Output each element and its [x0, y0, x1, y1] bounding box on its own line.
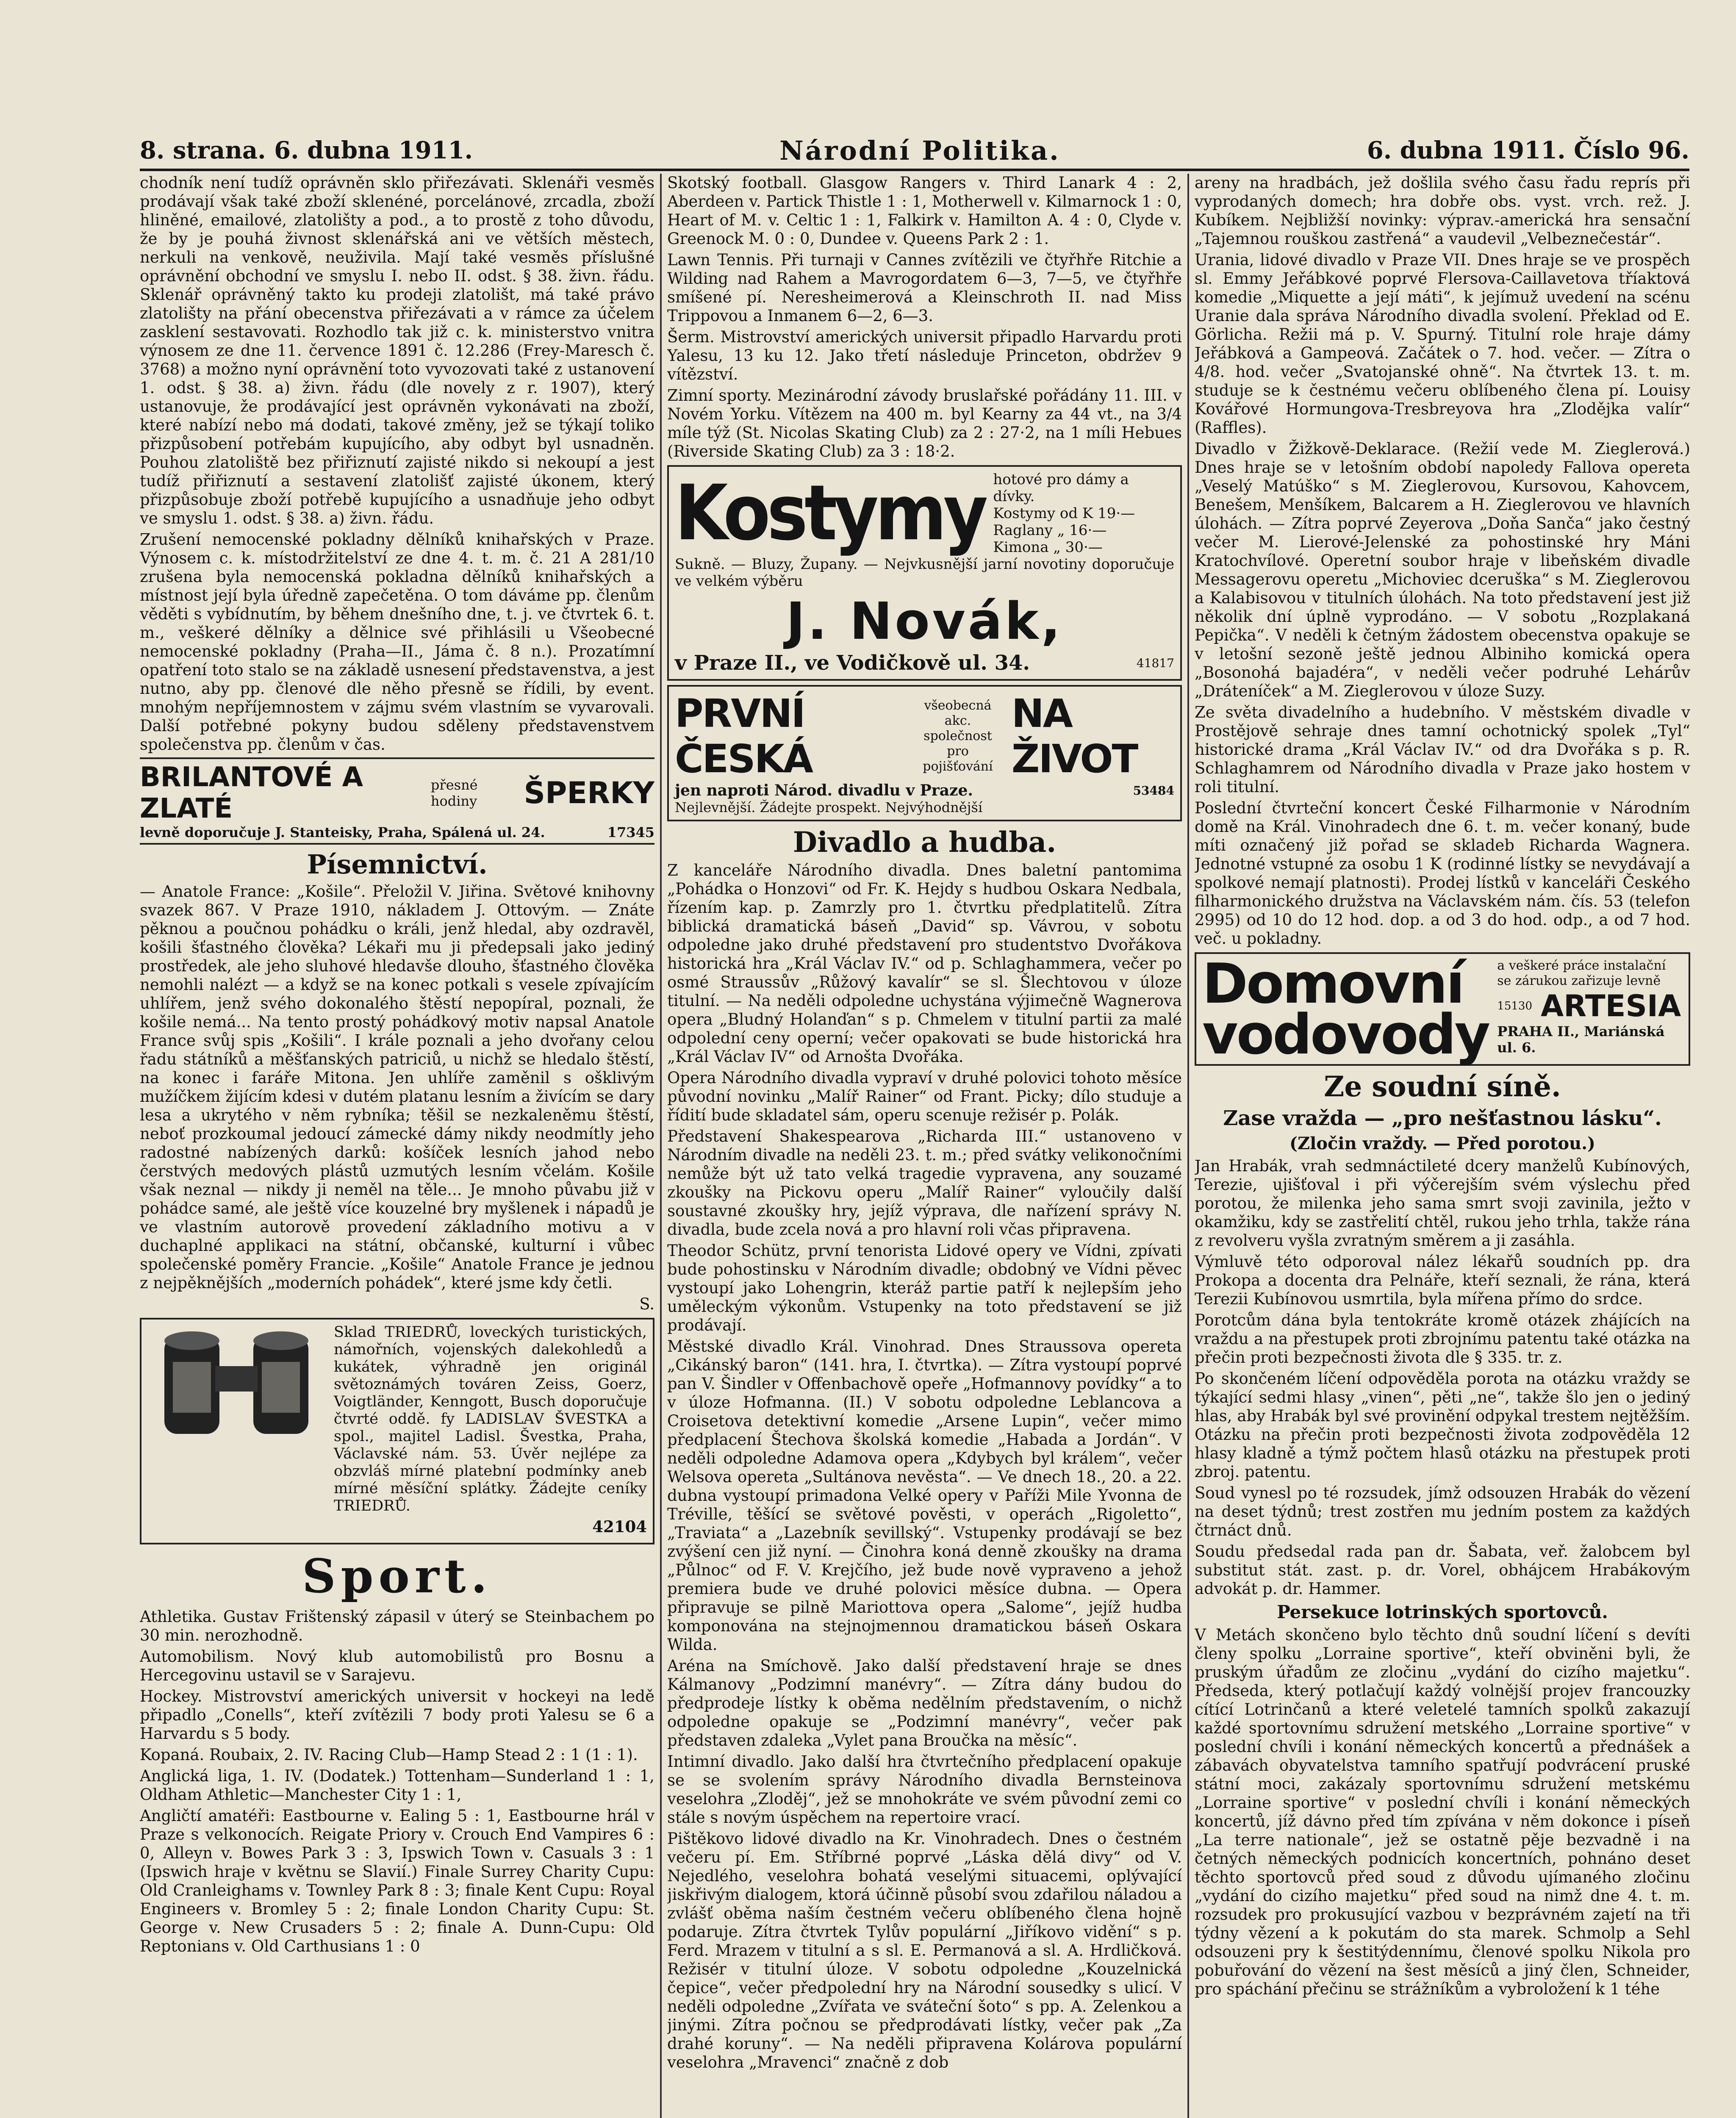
article-text: V Metách skončeno bylo těchto dnů soudní líčení s devíti členy spolku „Lorraine sportive“, kteří obviněni byli, že pruským úřadům ze zločinu „vydání do cizího majetku“. Předseda, který potlačují každý volnější projev francouzky cítící Lotrinčanů a které veletelé tamních spolků zakazují každé sportovnímu sdružení metského „Lorraine sportive“ v poslední chvíli i konání německých koncertů a přednášek a zábavách obyvatelstva tamního spatřují podvrácení pruské státní moci, zakázaly sportovnímu sdružení metskému „Lorraine sportive“ v poslední chvíli i konání německých koncertů, jíž dávno před tím zpívána v něm dokonce i píseň „La terre nationale“, jež se ostatně pěje bezvadně i na četných německých podnicích koncertních, pohnáno deset těchto sportovců před soud z důvodu ujímaného zločinu „vydání do cizího majetku“ před soud na nimž dne 4. t. m. rozsudek pro prokusující vazbou v bezprávném zajetí na tři týdny vězení a k pokutám do sta marek. Schmolp a Sehl odsouzeni pry k šestitýdennímu, členové spolku Nikola pro pobuřování do vězení na šest měsíců a jiný člen, Schneider, pro spáchání přečinu se strážníkům a vybroložení k 1 téhe — [1195, 1626, 1690, 1998]
article-text: Angličtí amatéři: Eastbourne v. Ealing 5 : 1, Eastbourne hrál v Praze s velkonocích. Reigate Priory v. Crouch End Vampires 6 : 0, Alleyn v. Bowes Park 3 : 3, Ipswich Town v. Casuals 3 : 1 (Ipswich hraje v květnu se Slavií.) Finale Surrey Charity Cupu: Old Cranleighams v. Townley Park 8 : 3; finale Kent Cupu: Royal Engineers v. Bromley 5 : 2; finale London Charity Cupu: St. George v. New Crusaders 5 : 2; finale A. Dunn-Cupu: Old Reptonians v. Old Carthusians 1 : 0 — [140, 1807, 654, 1955]
ad-prvni-number: 53484 — [1133, 783, 1174, 798]
article-subheadline: (Zločin vraždy. — Před porotou.) — [1290, 1134, 1595, 1153]
ad-dom-headline: Domovní — [1202, 951, 1463, 1016]
ad-dom-text: a veškeré práce instalační se zárukou zařizuje levně — [1497, 958, 1666, 988]
ad-triedr — [140, 1318, 654, 1544]
article-text: Athletika. Gustav Frištenský zápasil v úterý se Steinbachem po 30 min. nerozhodně. — [140, 1608, 654, 1644]
ad-dom-headline-2: vodovody — [1202, 1002, 1489, 1067]
article-text: Anglická liga, 1. IV. (Dodatek.) Tottenham—Sunderland 1 : 1, Oldham Athletic—Manchester City 1 : 1, — [140, 1767, 654, 1804]
article-text: Poslední čtvrteční koncert České Filharmonie v Národním domě na Král. Vinohradech dne 6. t. m. večer konaný, bude míti označený již pořad se skladeb Richarda Wagnera. Jednotné vstupné za osobu 1 K (rodinné lístky se nevydávají a spolkové nemají platnosti). Prodej lístků v kanceláři Českého filharmonického družstva na Václavském nám. čís. 53 (telefon 2995) od 10 do 12 hod. dop. a od 3 do hod. odp., a od 7 hod. več. u pokladny. — [1195, 799, 1690, 948]
ad-kostymy-text: Sukně. — Bluzy, Župany. — Nejvkusnější jarní novotiny doporučuje ve velkém výběru — [675, 556, 1174, 590]
ad-prvni-footer-2: Nejlevnější. Žádejte prospekt. Nejvýhodnější — [675, 799, 983, 815]
ad-kostymy — [667, 465, 1182, 681]
ad-triedr-text: Sklad TRIEDRŮ, loveckých turistických, námořních, vojenských dalekohledů a kukátek, výhradně jen originál světoznámých továren Zeiss, Goerz, Voigtländer, Kenngott, Busch doporučuje čtvrté oddě. fy LADISLAV ŠVESTKA a spol., majitel Ladisl. Švestka, Praha, Václavské nám. 53. Úvěr nejlépe za obzvláš mírné platební podmínky aneb mírné měsíční splátky. Žádejte ceníky TRIEDRŮ. — [334, 1324, 647, 1514]
article-text: Automobilism. Nový klub automobilistů pro Bosnu a Hercegovinu ustavil se v Sarajevu. — [140, 1647, 654, 1684]
article-text: Šerm. Mistrovství amerických universit připadlo Harvardu proti Yalesu, 13 ku 12. Jako třetí následuje Princeton, obdržev 9 vítězství. — [667, 328, 1182, 383]
article-text: Theodor Schütz, první tenorista Lidové opery ve Vídni, zpívati bude pohostinsku v Národním divadle; obdobný ve Vídni pěvec vystoupí jako Lohengrin, kteráž partie patří k nejlepším jeho uměleckým výkonům. Vstupenky na toto představení se již prodávají. — [667, 1242, 1182, 1334]
ad-triedr-number: 42104 — [592, 1517, 647, 1536]
article-text: Soudu předsedal rada pan dr. Šabata, veř. žalobcem byl substitut stát. zast. p. dr. Vorel, obhájcem Hrabákovým advokát p. dr. Hammer. — [1195, 1542, 1690, 1598]
ad-prvni-middle: všeobecná akc. společnost pro pojišťování — [923, 698, 993, 774]
column-1 — [140, 174, 654, 2118]
ad-kostymy-line: Raglany „ 16·— — [993, 522, 1107, 539]
article-text: chodník není tudíž oprávněn sklo přiřezávati. Sklenáři vesměs prodávají však také zboží sklenéné, porcelánové, zrcadla, zboží hliněné, emailové, zlatolišty a pod., a to prostě z toho důvodu, že by je pouhá živnost sklenářská ani ve větších městech, nerkuli na venkově, neuživila. Mají také vesměs příslušné oprávnění obchodní ve smyslu I. nebo II. odst. § 38. živn. řádu. Sklenář oprávněný takto ku prodeji zlatolišt, má také právo zlatolišty na přání obecenstva přiřezávati a v rámce za účelem zasklení sestavovati. Rozhodlo tak již c. k. ministerstvo vnitra výnosem ze dne 11. července 1891 č. 12.286 (Frey-Maresch č. 3768) a možno nyní oprávnění toto vyvozovati také z ustanovení 1. odst. § 38. a) živn. řádu (dle novely z r. 1907), který ustanovuje, že prodávající jest oprávněn vykonávati na zboží, které nabízí nebo má dodati, takové změny, jež se týkají toliko přizpůsobení potřebám kupujícího, aby odbyt byl usnadněn. Pouhou zlatoliště bez přiřiznutí zajisté nikdo si nekoupí a jest tudíž přiřiznutí a sestavení zlatolišť zajisté úkonem, který přizpůsobuje zboží potřebě kupujícího a usnadňuje jeho odbyt ve smyslu 1. odst. § 38. a) živn. řádu. — [140, 174, 654, 527]
section-soud: Ze soudní síně. — [1324, 1070, 1561, 1103]
ad-kostymy-address: v Praze II., ve Vodičkově ul. 34. — [675, 651, 1030, 675]
column-divider — [660, 174, 662, 2118]
article-text: Divadlo v Žižkově-Deklarace. (Režií vede M. Zieglerová.) Dnes hraje se v letošním období napoledy Fallova opereta „Veselý Matúško“ s M. Zieglerovou, Kursovou, Kahovcem, Benešem, Menšíkem, Balcarem a H. Zieglerovou ve hlavních úlohách. — Zítra poprvé Zeyerova „Doňa Sanča“ jako čestný večer M. Lierové-Jelenské za pohostinské hry Máni Kratochvílové. Operetní soubor hraje v libeňském divadle Messagerovu operetu „Michoviec dceruška“ s M. Zieglerovou a Kalabisovou v titulních úlohách. Na toto představení jest již několik dní úplně vyprodáno. — V sobotu „Rozplakaná Pepička“. V neděli k četným žádostem obecenstva opakuje se v letošní sezoně ještě jednou Albiniho komická opera „Bosonohá bajadéra“, v neděli večer podruhé Lehárův „Dráteníček“ a M. Zieglerovou v úloze Suzy. — [1195, 440, 1690, 700]
article-text: Kopaná. Roubaix, 2. IV. Racing Club—Hamp Stead 2 : 1 (1 : 1). — [140, 1746, 638, 1764]
ad-kostymy-line: hotové pro dámy a dívky. — [993, 471, 1129, 505]
column-2 — [667, 174, 1182, 2118]
ad-brilant-headline: BRILANTOVÉ A ZLATÉ — [140, 762, 363, 824]
article-text: Skotský football. Glasgow Rangers v. Third Lanark 4 : 2, Aberdeen v. Partick Thistle 1 : 1, Motherwell v. Kilmarnock 1 : 0, Heart of M. v. Celtic 1 : 1, Falkirk v. Hamilton A. 4 : 0, Clyde v. Greenock M. 0 : 0, Dundee v. Queens Park 2 : 1. — [667, 174, 1182, 248]
article-text: Výmluvě této odporoval nález lékařů soudních pp. dra Prokopa a docenta dra Pelnáře, kteří seznali, že rána, která Terezii Kubínovou usmrtila, byla mířena přímo do srdce. — [1195, 1253, 1690, 1308]
ad-brilant-sperky: ŠPERKY — [524, 776, 654, 810]
ad-brilant-footer: levně doporučuje J. Stanteisky, Praha, Spálená ul. 24. — [140, 824, 545, 840]
ad-domovni-vodovody — [1195, 952, 1690, 1066]
article-text: Jan Hrabák, vrah sedmnáctileté dcery manželů Kubínových, Terezie, ujišťoval i při výčerejším svém výslechu před porotou, že milenka jeho sama smrt svoji zavinila, ježto v okamžiku, kdy se zastřelití chtěl, rukou jeho trhla, takže rána z revolveru vyšla zvratným směrem a ji zasáhla. — [1195, 1157, 1690, 1250]
article-text: Soud vynesl po té rozsudek, jímž odsouzen Hrabák do vězení na deset týdnů; trest zostřen mu jedním postem za každých čtrnáct dnů. — [1195, 1484, 1690, 1539]
ad-kostymy-line: Kostymy od K 19·— — [993, 505, 1135, 522]
article-text: Představení Shakespearova „Richarda III.“ ustanoveno v Národním divadle na neděli 23. t. m.; před svátky velikonočními nemůže být už tato velká tragedie vypravena, any souzamé zkoušky na Pickovu operu „Malíř Rainer“ vyloučily další soustavné zkoušky hry, jejíž výprava, dle nařízení správy N. divadla, bude zcela nová a pro hlavní roli včas připravena. — [667, 1127, 1182, 1239]
ad-brilant-sub: přesné hodiny — [430, 777, 478, 809]
ad-prvni-headline-2: NA ŽIVOT — [1011, 691, 1137, 782]
ad-kostymy-headline: Kostymy — [675, 469, 985, 557]
ad-prvni-ceska — [667, 685, 1182, 821]
article-headline: Persekuce lotrinských sportovců. — [1277, 1602, 1608, 1622]
article-text: Porotcům dána byla tentokráte kromě otázek zhájících na vraždu a na přestupek proti zbrojnímu patentu také otázka na přečin proti bezpečnosti života dle § 335. tr. z. — [1195, 1311, 1690, 1367]
ad-kostymy-novak: J. Novák, — [786, 592, 1063, 651]
ad-dom-address: PRAHA II., Mariánská ul. 6. — [1497, 1023, 1665, 1056]
ad-dom-artesia: ARTESIA — [1541, 989, 1681, 1023]
article-text: Z kanceláře Národního divadla. Dnes baletní pantomima „Pohádka o Honzovi“ od Fr. K. Hejdy s hudbou Oskara Nedbala, řízením kap. p. Zamrzly pro 1. čtvrtku předplatitelů. Zítra biblická dramatická báseň „David“ sp. Vávrou, v sobotu odpoledne jako druhé představení pro studentstvo Dvořákova historická hra „Král Václav IV.“ od p. Schlaghammera, večer po osmé Straussův „Růžový kavalír“ se sl. Šlechtovou v úloze titulní. — Na neděli odpoledne uchystána výjimečně Wagnerova opera „Bludný Holanďan“ s p. Chmelem v titulní partii za malé odpolední ceny operní; večer opakovati se bude historická hra „Král Václav IV“ od Arnošta Dvořáka. — [667, 861, 1182, 1066]
article-text: Aréna na Smíchově. Jako další představení hraje se dnes Kálmanovy „Podzimní manévry“. — Zítra dány budou do předprodeje lístky k oběma nedělním představením, o nichž odpoledne opakuje se „Podzimní manévry“, večer pak představen zdaleka „Vylet pana Broučka na měsíc“. — [667, 1657, 1182, 1749]
ad-prvni-headline: PRVNÍ ČESKÁ — [675, 691, 813, 782]
article-text: Ze světa divadelního a hudebního. V městském divadle v Prostějově sehraje dnes tamní ochotnický spolek „Tyl“ historické drama „Král Václav IV.“ od dra Dvořáka s p. R. Schlaghamrem od Národního divadla v Praze jako hostem v roli titulní. — [1195, 703, 1690, 796]
section-pisemnictvi: Písemnictví. — [307, 849, 488, 880]
page-header — [140, 136, 1689, 165]
binoculars-icon — [147, 1324, 325, 1451]
article-text: — Anatole France: „Košile“. Přeložil V. Jiřina. Světové knihovny svazek 867. V Praze 1910, nákladem J. Ottovým. — Znáte pěknou a poučnou pohádku o králi, jenž hledal, aby ozdravěl, košili šťastného člověka? Lékaři mu ji předepsali jako jediný prostředek, ale jeho sluhové hledavše dlouho, šťastného člověka nemohli nalézt — a když se na konec potkali s vesele zpívajícím uhlířem, jenž svého dokonalého štěstí nepopíral, poznali, že košile nemá... Na tento prostý pohádkový motiv napsal Anatole France svůj spis „Košili“. I krále poznali a jeho dvořany celou řadu státníků a měšťanských patriciů, u nichž se hledalo štěstí, na konec i faráře Mitona. Jen uhlíře zaměnil s ošklivým mužíčkem žijícím kdesi v dutém platanu lesním a živícím se dary lesa a ukrytého v něm rybníka; těšil se nezkaleněmu štěstí, neboť prozkoumal jedoucí zámecké dámy nikdy neodmítly jeho radostné nabízených darků: košíček lesních jahod nebo čerstvých medových plástů uzmutých lesním včelám. Košile však neznal — nikdy ji neměl na těle... Je mnoho půvabu již v pohádce samé, ale ještě více kouzelné bry myšlenek i nápadů je ve vlastním autorově provedení základního motivu a v duchaplné applikaci na státní, občanské, kulturní i vůbec společenské poměry Francie. „Košile“ Anatole France je jednou z nejpěknějších „moderních pohádek“, které jsme kdy četli. — [140, 882, 654, 1292]
header-right: 6. dubna 1911. Číslo 96. — [1367, 136, 1689, 164]
ad-brilant — [140, 757, 654, 845]
article-text: Pištěkovo lidové divadlo na Kr. Vinohradech. Dnes o čestném večeru pí. Em. Stříbrné poprvé „Láska dělá divy“ od V. Nejedlého, veselohra bohatá veselými situacemi, oplývající jiskřivým dialogem, ktorá účinně působí svou zdařilou náladou a zvlášť oběma naším čestném večeru oblíbeného člena hojně podaruje. Zítra čtvrtek Tylův populární „Jiříkovo vidění“ s p. Ferd. Mrazem v titulní a s sl. E. Permanová a sl. A. Hrdličková. Režisér v titulní úloze. V sobotu odpoledne „Kouzelnická čepice“, večer předpolední hry na Národní sousedky s ulicí. V neděli odpoledne „Zvířata ve sváteční šoto“ s pp. A. Zelenkou a jinými. Zítra počnou se předprodávati lístky, večer pak „Za drahé koruny“. — Na neděli připravena Kolárova populární veselohra „Mravenci“ značně z dob — [667, 1830, 1182, 2071]
article-text: Intimní divadlo. Jako další hra čtvrtečního předplacení opakuje se se svolením správy Národního divadla Bernsteinova veselohra „Zloděj“, jež se mnohokráte ve svém původní zemi co stále s novým úspěchem na repertoire vrací. — [667, 1752, 1182, 1827]
header-left: 8. strana. 6. dubna 1911. — [140, 136, 473, 164]
article-text: Zrušení nemocenské pokladny dělníků knihařských v Praze. Výnosem c. k. místodržitelství ze dne 4. t. m. č. 21 A 281/10 zrušena byla nemocenská pokladna dělníků knihařských a místnost její byla úředně zapečetěna. O tom dáváme pp. členům věděti s vybídnutím, by během dnešního dne, t. j. ve čtvrtek 6. t. m., veškeré dělníky a dělnice své přihlásili u Všeobecné nemocenské pokladny (Praha—II., Jáma č. 8 n.). Prozatímní opatření toto stalo se na základě usnesení představenstva, a jest nutno, aby pp. členové dle něho přesně se řídili, by event. mnohým nepříjemnostem v zájmu svém vlastním se vyvarovali. Další potřebné pokyny budou sděleny představenstvem společenstva pp. členům v čas. — [140, 530, 654, 754]
article-text: Zimní sporty. Mezinárodní závody bruslařské pořádány 11. III. v Novém Yorku. Vítězem na 400 m. byl Kearny za 44 vt., na 3/4 míle týž (St. Nicolas Skating Club) za 2 : 27·2, na 1 míli Hebues (Riverside Skating Club) za 3 : 18·2. — [667, 386, 1182, 460]
article-headline: Zase vražda — „pro nešťastnou lásku“. — [1223, 1106, 1662, 1130]
column-3 — [1195, 174, 1690, 2118]
ad-brilant-number: 17345 — [607, 824, 654, 840]
article-text: Městské divadlo Král. Vinohrad. Dnes Straussova opereta „Cikánský baron“ (141. hra, I. čtvrtka). — Zítra vystoupí poprvé pan V. Šindler v Offenbachově opeře „Hofmannovy povídky“ a to v úloze Hofmanna. (II.) V sobotu odpoledne Leblancova a Croisetova detektivní komedie „Arsene Lupin“, večer mimo předplacení Štechova školská komedie „Habada a Jordán“. V neděli odpoledne Adamova opera „Kdybych byl králem“, večer Welsova opereta „Sultánova nevěsta“. — Ve dnech 18., 20. a 22. dubna vystoupí primadona Velké opery v Paříži Mile Yvonna de Tréville, těšící se světové pověsti, v operách „Rigoletto“, „Traviata“ a „Lazebník sevillský“. Vstupenky prodávají se bez zvýšení cen již nyní. — Činohra koná denně zkoušky na drama „Půlnoc“ od F. V. Krejčího, jež bude nově vypraveno a jehož premiera bude ve druhé polovici měsíce dubna. — Opera připravuje se pilně Mariottova opera „Salome“, jejíž hudba komponována na stejnojmennou dramatickou báseň Oskara Wilda. — [667, 1337, 1182, 1654]
article-text: Opera Národního divadla vypraví v druhé polovici tohoto měsíce původní novinku „Malíř Rainer“ od Frant. Picky; dílo studuje a řídití bude skladatel sám, operu scenuje režisér p. Polák. — [667, 1069, 1182, 1124]
ad-prvni-footer: jen naproti Národ. divadlu v Praze. — [675, 782, 973, 799]
ad-dom-number: 15130 — [1497, 1000, 1532, 1012]
article-text: Urania, lidové divadlo v Praze VII. Dnes hraje se ve prospěch sl. Emmy Jeřábkové poprvé Flersova-Caillavetova tříaktová komedie „Miquette a její máti“, k jejímuž uvedení na scénu Uranie dala správa Národního divadla svolení. Překlad od E. Görlicha. Režii má p. V. Spurný. Titulní role hraje dámy Jeřábková a Gampeová. Začátek o 7. hod. večer. — Zítra o 4/8. hod. večer „Svatojanské ohně“. Na čtvrtek 13. t. m. studuje se k čestnému večeru oblíbeného člena pí. Louisy Kovářové Hormungova-Tresbreyova hra „Zlodějka valír“ (Raffles). — [1195, 251, 1690, 437]
article-signature: S. — [639, 1295, 654, 1313]
article-text: areny na hradbách, jež došlila svého času řadu reprís při vyprodaných domech; hra dobře obs. vyst. vrch. rež. J. Kubíkem. Nejbližší novinky: výprav.-americká hra sensační „Tajemnou rouškou zastřená“ a vaudevil „Velbeznečestár“. — [1195, 174, 1690, 248]
article-text: Lawn Tennis. Při turnaji v Cannes zvítězili ve čtyřhře Ritchie a Wilding nad Rahem a Mavrogordatem 6—3, 7—5, ve čtyřhře smíšené pí. Neresheimerová a Kleinschroth II. nad Miss Trippovou a Inmanem 6—2, 6—3. — [667, 251, 1182, 325]
article-text: Po skončeném líčení odpověděla porota na otázku vraždy se týkající sedmi hlasy „vinen“, pěti „ne“, takže šlo jen o jediný hlas, aby Hrabák byl své provinění odpykal trestem nejtěžším. Otázku na přečin proti bezpečnosti života zodpověděla 12 hlasy kladně a týmž počtem hlasů otázku na přestupek proti zbroj. patentu. — [1195, 1369, 1690, 1481]
article-text: Hockey. Mistrovství amerických universit v hockeyi na ledě připadlo „Conells“, kteří zvítězili 7 body proti Yalesu se 6 a Harvardu s 5 body. — [140, 1687, 654, 1743]
section-divadlo: Divadlo a hudba. — [793, 826, 1057, 859]
masthead-title: Národní Politika. — [779, 135, 1060, 166]
section-sport: Sport. — [302, 1549, 492, 1603]
ad-kostymy-number: 41817 — [1136, 656, 1174, 670]
header-rule — [140, 169, 1689, 171]
column-divider — [1187, 174, 1189, 2118]
ad-kostymy-line: Kimona „ 30·— — [993, 539, 1103, 556]
